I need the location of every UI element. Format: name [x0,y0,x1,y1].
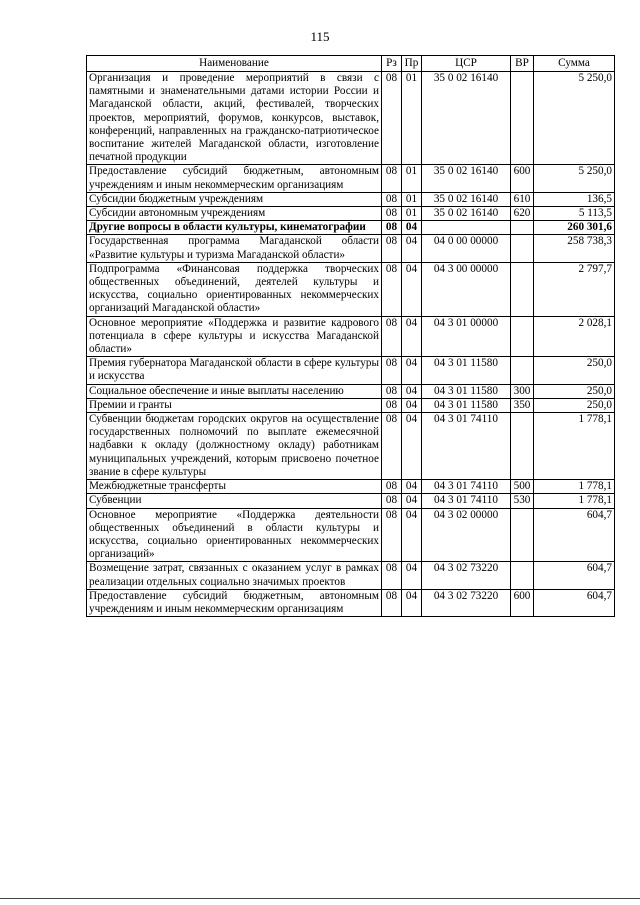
row-sum: 5 250,0 [534,165,615,192]
row-rz: 08 [382,192,402,206]
header-pr: Пр [402,56,422,72]
row-vr [511,235,534,262]
row-sum: 1 778,1 [534,480,615,494]
row-csr: 04 3 01 74110 [422,480,511,494]
table-row [87,207,615,221]
row-vr [511,221,534,235]
row-csr: 04 3 02 73220 [422,562,511,589]
row-pr: 04 [402,398,422,412]
row-pr: 04 [402,413,422,480]
row-sum: 1 778,1 [534,413,615,480]
table-row [87,72,615,165]
row-sum: 250,0 [534,357,615,384]
row-rz: 08 [382,72,402,165]
row-csr: 04 3 02 73220 [422,589,511,616]
row-sum: 604,7 [534,508,615,562]
table-row [87,589,615,616]
header-name: Наименование [87,56,382,72]
budget-table [86,55,615,617]
row-csr: 04 0 00 00000 [422,235,511,262]
row-sum: 1 778,1 [534,494,615,508]
table-row [87,316,615,357]
table-row [87,192,615,206]
row-csr: 04 3 00 00000 [422,262,511,316]
table-row [87,413,615,480]
row-name: Возмещение затрат, связанных с оказанием услуг в рамках реализации отдельных социально значимых проектов [87,562,382,589]
table-row [87,398,615,412]
row-vr [511,316,534,357]
table-row [87,384,615,398]
row-rz: 08 [382,357,402,384]
row-vr: 610 [511,192,534,206]
row-pr: 04 [402,262,422,316]
row-csr: 04 3 02 00000 [422,508,511,562]
row-name: Основное мероприятие «Поддержка деятельности общественных объединений в области культуры и искусства, социально ориентированных некоммерческих организаций» [87,508,382,562]
row-rz: 08 [382,508,402,562]
row-csr: 04 3 01 74110 [422,494,511,508]
row-vr: 600 [511,165,534,192]
row-csr: 04 3 01 74110 [422,413,511,480]
row-rz: 08 [382,384,402,398]
row-sum: 2 797,7 [534,262,615,316]
row-csr: 04 3 01 11580 [422,384,511,398]
row-sum: 5 113,5 [534,207,615,221]
table-row [87,357,615,384]
row-vr [511,262,534,316]
row-sum: 136,5 [534,192,615,206]
row-rz: 08 [382,165,402,192]
header-rz: Рз [382,56,402,72]
row-pr: 04 [402,357,422,384]
row-rz: 08 [382,413,402,480]
row-vr: 530 [511,494,534,508]
row-name: Премии и гранты [87,398,382,412]
row-pr: 04 [402,221,422,235]
row-vr: 300 [511,384,534,398]
row-pr: 04 [402,508,422,562]
row-rz: 08 [382,480,402,494]
row-sum: 260 301,6 [534,221,615,235]
row-pr: 04 [402,384,422,398]
page-bottom-rule [0,898,640,899]
row-rz: 08 [382,494,402,508]
row-vr: 620 [511,207,534,221]
row-pr: 04 [402,235,422,262]
row-name: Межбюджетные трансферты [87,480,382,494]
row-vr [511,508,534,562]
header-row [87,56,615,72]
row-vr: 500 [511,480,534,494]
row-name: Государственная программа Магаданской области «Развитие культуры и туризма Магаданской области» [87,235,382,262]
table-row [87,562,615,589]
row-pr: 01 [402,192,422,206]
row-sum: 258 738,3 [534,235,615,262]
row-pr: 04 [402,589,422,616]
row-pr: 01 [402,72,422,165]
row-vr [511,562,534,589]
row-name: Социальное обеспечение и иные выплаты населению [87,384,382,398]
row-csr [422,221,511,235]
row-sum: 250,0 [534,384,615,398]
table-row [87,165,615,192]
table-row [87,221,615,235]
table-row [87,494,615,508]
row-rz: 08 [382,262,402,316]
row-name: Предоставление субсидий бюджетным, автономным учреждениям и иным некоммерческим организациям [87,589,382,616]
row-sum: 250,0 [534,398,615,412]
row-csr: 35 0 02 16140 [422,72,511,165]
row-rz: 08 [382,316,402,357]
row-rz: 08 [382,562,402,589]
row-vr [511,357,534,384]
row-name: Подпрограмма «Финансовая поддержка творческих общественных объединений, деятелей культуры и искусства, социально ориентированных некоммерческих организаций Магаданской области» [87,262,382,316]
row-name: Другие вопросы в области культуры, кинематографии [87,221,382,235]
row-vr: 600 [511,589,534,616]
row-pr: 04 [402,562,422,589]
table-row [87,480,615,494]
row-sum: 2 028,1 [534,316,615,357]
row-rz: 08 [382,589,402,616]
row-name: Предоставление субсидий бюджетным, автономным учреждениям и иным некоммерческим организациям [87,165,382,192]
header-vr: ВР [511,56,534,72]
row-name: Субвенции бюджетам городских округов на осуществление государственных полномочий по выплате ежемесячной надбавки к окладу (должностному окладу) работникам муниципальных учреждений, которым присвоено почетное звание в сфере культуры [87,413,382,480]
table-row [87,235,615,262]
row-csr: 35 0 02 16140 [422,207,511,221]
row-rz: 08 [382,207,402,221]
header-sum: Сумма [534,56,615,72]
row-name: Премия губернатора Магаданской области в сфере культуры и искусства [87,357,382,384]
row-csr: 04 3 01 11580 [422,398,511,412]
row-csr: 04 3 01 00000 [422,316,511,357]
row-sum: 604,7 [534,562,615,589]
row-vr [511,413,534,480]
table-row [87,262,615,316]
row-sum: 604,7 [534,589,615,616]
row-csr: 35 0 02 16140 [422,192,511,206]
row-csr: 04 3 01 11580 [422,357,511,384]
row-name: Организация и проведение мероприятий в связи с памятными и знаменательными датами истории России и Магаданской области, акций, фестивалей, творческих проектов, мероприятий, форумов, конкурсов, выставок, конференций, направленных на гражданско-патриотическое воспитание жителей Магаданской области, изготовление печатной продукции [87,72,382,165]
header-csr: ЦСР [422,56,511,72]
row-vr: 350 [511,398,534,412]
row-pr: 01 [402,165,422,192]
row-rz: 08 [382,398,402,412]
row-name: Основное мероприятие «Поддержка и развитие кадрового потенциала в сфере культуры и искусства Магаданской области» [87,316,382,357]
row-name: Субсидии бюджетным учреждениям [87,192,382,206]
row-pr: 01 [402,207,422,221]
row-rz: 08 [382,235,402,262]
table-row [87,508,615,562]
row-name: Субсидии автономным учреждениям [87,207,382,221]
row-vr [511,72,534,165]
row-pr: 04 [402,494,422,508]
row-sum: 5 250,0 [534,72,615,165]
row-pr: 04 [402,480,422,494]
page-number: 115 [310,29,330,44]
row-name: Субвенции [87,494,382,508]
row-csr: 35 0 02 16140 [422,165,511,192]
row-pr: 04 [402,316,422,357]
row-rz: 08 [382,221,402,235]
